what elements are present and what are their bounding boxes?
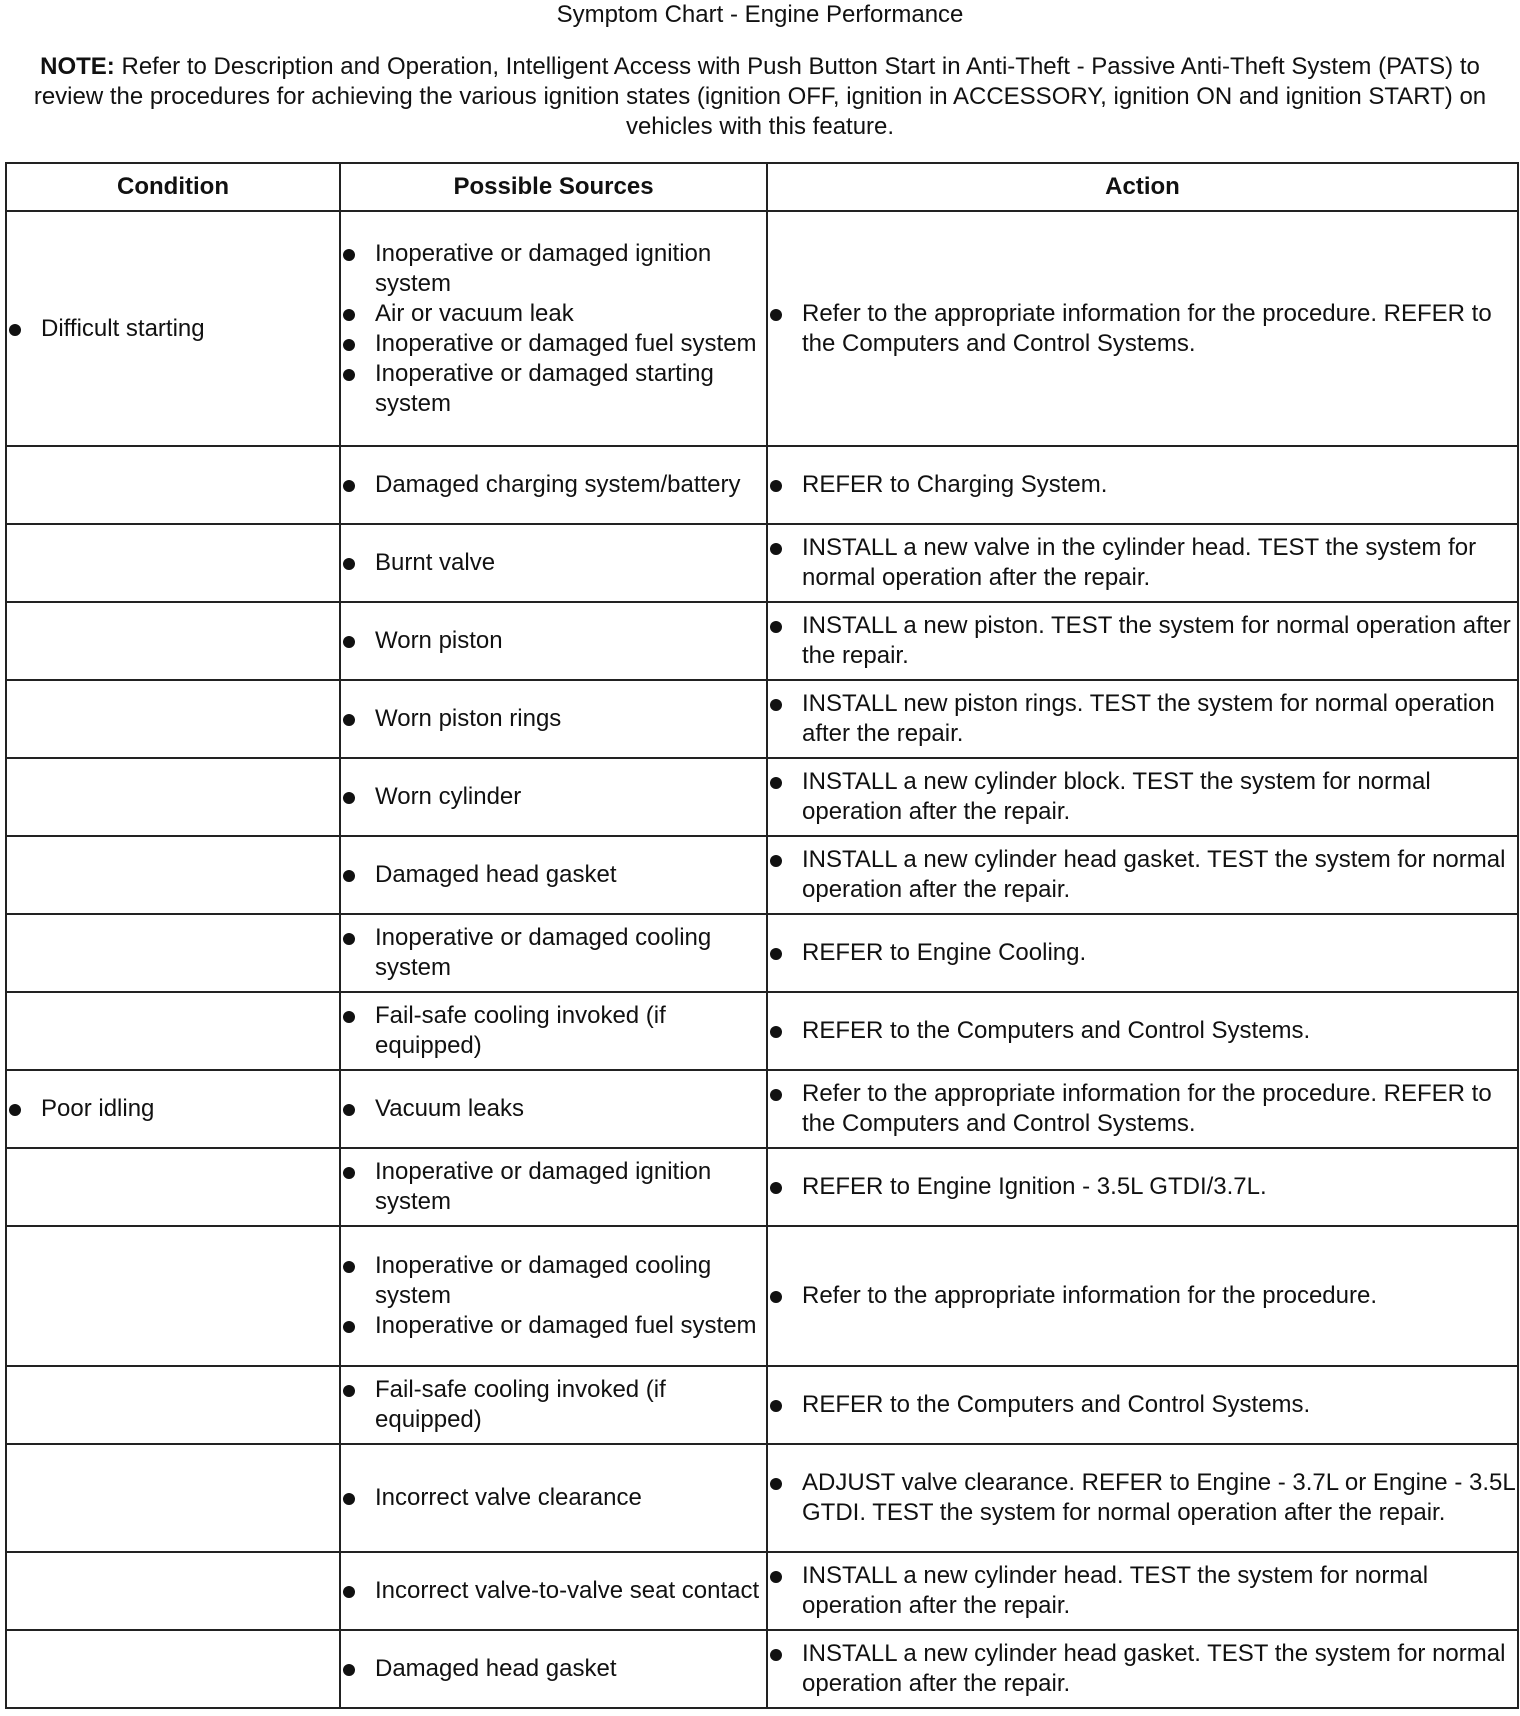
table-row	[6, 524, 1518, 602]
action-cell	[767, 1226, 1518, 1366]
bullet-icon	[768, 611, 802, 641]
bullet-icon	[341, 470, 375, 500]
source-item	[341, 782, 766, 812]
bullet-icon	[341, 1576, 375, 1606]
bullet-icon	[341, 704, 375, 734]
bullet-icon	[768, 938, 802, 968]
action-cell	[767, 1148, 1518, 1226]
bullet-icon	[341, 1654, 375, 1684]
bullet-icon	[341, 1157, 375, 1187]
action-item	[768, 1281, 1517, 1311]
sources-cell	[340, 602, 767, 680]
source-item	[341, 299, 766, 329]
bullet-icon	[341, 1375, 375, 1405]
table-row	[6, 914, 1518, 992]
source-text: Fail-safe cooling invoked (if equipped)	[375, 1376, 666, 1433]
action-text: REFER to Engine Cooling.	[802, 939, 1087, 966]
table-row	[6, 1366, 1518, 1444]
source-text: Fail-safe cooling invoked (if equipped)	[375, 1002, 666, 1059]
action-text: Refer to the appropriate information for the procedure. REFER to the Computers and Control Systems.	[802, 299, 1492, 357]
source-item	[341, 470, 766, 500]
page-title: Symptom Chart - Engine Performance	[556, 1, 964, 28]
action-text: INSTALL a new cylinder head. TEST the system for normal operation after the repair.	[802, 1562, 1429, 1619]
condition-text: Difficult starting	[41, 314, 205, 342]
bullet-icon	[7, 314, 41, 344]
source-text: Damaged head gasket	[375, 861, 617, 888]
source-text: Inoperative or damaged cooling system	[375, 924, 712, 981]
table-row	[6, 1070, 1518, 1148]
action-item	[768, 767, 1517, 827]
action-text: INSTALL a new piston. TEST the system for normal operation after the repair.	[802, 612, 1511, 669]
action-item	[768, 1561, 1517, 1621]
action-text: ADJUST valve clearance. REFER to Engine - 3.7L or Engine - 3.5L GTDI. TEST the system for normal operation after the repair.	[802, 1469, 1515, 1526]
action-cell	[767, 758, 1518, 836]
bullet-icon	[768, 1172, 802, 1202]
source-text: Inoperative or damaged fuel system	[375, 1312, 757, 1339]
bullet-icon	[341, 1311, 375, 1341]
source-item	[341, 860, 766, 890]
source-text: Air or vacuum leak	[375, 299, 574, 327]
table-row	[6, 992, 1518, 1070]
bullet-icon	[768, 1468, 802, 1498]
bullet-icon	[341, 329, 375, 359]
bullet-icon	[768, 689, 802, 719]
condition-cell	[6, 758, 340, 836]
bullet-icon	[341, 239, 375, 269]
action-text: REFER to the Computers and Control Systems.	[802, 1017, 1311, 1044]
sources-cell	[340, 1444, 767, 1552]
action-item	[768, 1468, 1517, 1528]
sources-cell	[340, 680, 767, 758]
source-item	[341, 1094, 766, 1124]
header-possible-sources: Possible Sources	[340, 163, 767, 211]
source-item	[341, 1375, 766, 1435]
condition-item	[7, 1094, 339, 1124]
source-item	[341, 1157, 766, 1217]
bullet-icon	[341, 548, 375, 578]
action-item	[768, 533, 1517, 593]
condition-cell	[6, 524, 340, 602]
sources-cell	[340, 1070, 767, 1148]
table-body	[6, 211, 1518, 1708]
bullet-icon	[341, 1094, 375, 1124]
table-row	[6, 836, 1518, 914]
table-row	[6, 211, 1518, 446]
bullet-icon	[768, 1639, 802, 1669]
action-cell	[767, 1552, 1518, 1630]
action-item	[768, 1016, 1517, 1046]
source-item	[341, 923, 766, 983]
condition-cell	[6, 836, 340, 914]
action-cell	[767, 836, 1518, 914]
action-cell	[767, 680, 1518, 758]
action-text: Refer to the appropriate information for the procedure. REFER to the Computers and Control Systems.	[802, 1080, 1492, 1137]
bullet-icon	[768, 1079, 802, 1109]
action-cell	[767, 1366, 1518, 1444]
action-cell	[767, 602, 1518, 680]
bullet-icon	[768, 845, 802, 875]
source-text: Burnt valve	[375, 549, 496, 576]
bullet-icon	[7, 1094, 41, 1124]
source-text: Worn piston rings	[375, 705, 562, 732]
condition-cell	[6, 602, 340, 680]
action-item	[768, 689, 1517, 749]
sources-cell	[340, 758, 767, 836]
action-text: INSTALL a new cylinder block. TEST the system for normal operation after the repair.	[802, 768, 1431, 825]
condition-cell	[6, 1630, 340, 1708]
table-row	[6, 1444, 1518, 1552]
bullet-icon	[768, 1016, 802, 1046]
action-item	[768, 938, 1517, 968]
source-text: Inoperative or damaged cooling system	[375, 1252, 712, 1309]
table-row	[6, 446, 1518, 524]
action-cell	[767, 1444, 1518, 1552]
bullet-icon	[341, 923, 375, 953]
header-action: Action	[767, 163, 1518, 211]
bullet-icon	[768, 533, 802, 563]
condition-cell	[6, 914, 340, 992]
table-row	[6, 1148, 1518, 1226]
bullet-icon	[341, 860, 375, 890]
table-header-row	[6, 163, 1518, 211]
source-item	[341, 626, 766, 656]
source-text: Damaged charging system/battery	[375, 471, 741, 498]
condition-cell	[6, 1552, 340, 1630]
action-item	[768, 1172, 1517, 1202]
bullet-icon	[341, 626, 375, 656]
source-item	[341, 704, 766, 734]
sources-cell	[340, 914, 767, 992]
condition-cell	[6, 1366, 340, 1444]
action-text: INSTALL new piston rings. TEST the system for normal operation after the repair.	[802, 690, 1495, 747]
bullet-icon	[341, 1483, 375, 1513]
condition-cell	[6, 211, 340, 446]
source-text: Incorrect valve clearance	[375, 1484, 642, 1511]
symptom-chart-table	[5, 162, 1519, 1709]
action-item	[768, 1390, 1517, 1420]
table-row	[6, 680, 1518, 758]
sources-cell	[340, 1552, 767, 1630]
action-item	[768, 1079, 1517, 1139]
action-text: REFER to Charging System.	[802, 471, 1108, 498]
source-text: Incorrect valve-to-valve seat contact	[375, 1577, 760, 1604]
action-item	[768, 470, 1517, 500]
table-row	[6, 602, 1518, 680]
bullet-icon	[341, 782, 375, 812]
source-item	[341, 1001, 766, 1061]
condition-cell	[6, 1148, 340, 1226]
condition-item	[7, 314, 339, 344]
sources-cell	[340, 446, 767, 524]
source-item	[341, 359, 766, 419]
source-item	[341, 329, 766, 359]
source-text: Damaged head gasket	[375, 1655, 617, 1682]
source-item	[341, 548, 766, 578]
condition-cell	[6, 1070, 340, 1148]
action-text: REFER to Engine Ignition - 3.5L GTDI/3.7L.	[802, 1173, 1267, 1200]
source-text: Vacuum leaks	[375, 1095, 524, 1122]
action-item	[768, 1639, 1517, 1699]
action-cell	[767, 914, 1518, 992]
bullet-icon	[768, 1561, 802, 1591]
action-cell	[767, 524, 1518, 602]
sources-cell	[340, 524, 767, 602]
condition-cell	[6, 1444, 340, 1552]
bullet-icon	[341, 299, 375, 329]
source-item	[341, 1251, 766, 1311]
header-condition: Condition	[6, 163, 340, 211]
action-item	[768, 299, 1517, 359]
source-text: Inoperative or damaged fuel system	[375, 329, 757, 357]
table-row	[6, 1630, 1518, 1708]
source-item	[341, 239, 766, 299]
action-text: REFER to the Computers and Control Systems.	[802, 1391, 1311, 1418]
sources-cell	[340, 836, 767, 914]
sources-cell	[340, 1226, 767, 1366]
sources-cell	[340, 1630, 767, 1708]
sources-cell	[340, 1366, 767, 1444]
bullet-icon	[768, 767, 802, 797]
note-text: Refer to Description and Operation, Intelligent Access with Push Button Start in Anti-Theft - Passive Anti-Theft System (PATS) to review the procedures for achieving the various ignition states (ignition OFF, ignition in ACCESSORY, ignition ON and ignition START) on vehicles with this feature.	[33, 53, 1487, 140]
condition-cell	[6, 680, 340, 758]
action-cell	[767, 1630, 1518, 1708]
sources-cell	[340, 992, 767, 1070]
source-text: Inoperative or damaged ignition system	[375, 1158, 712, 1215]
table-row	[6, 758, 1518, 836]
condition-text: Poor idling	[41, 1095, 155, 1122]
action-text: INSTALL a new valve in the cylinder head. TEST the system for normal operation after the repair.	[802, 534, 1477, 591]
source-text: Worn piston	[375, 627, 503, 654]
action-text: INSTALL a new cylinder head gasket. TEST the system for normal operation after the repair.	[802, 1640, 1506, 1697]
table-row	[6, 1552, 1518, 1630]
action-cell	[767, 992, 1518, 1070]
sources-cell	[340, 211, 767, 446]
note-label: NOTE:	[40, 53, 115, 80]
bullet-icon	[341, 1001, 375, 1031]
bullet-icon	[768, 299, 802, 329]
action-cell	[767, 446, 1518, 524]
bullet-icon	[341, 359, 375, 389]
action-text: INSTALL a new cylinder head gasket. TEST the system for normal operation after the repair.	[802, 846, 1506, 903]
source-item	[341, 1654, 766, 1684]
note-paragraph	[14, 52, 1506, 142]
action-item	[768, 845, 1517, 905]
action-item	[768, 611, 1517, 671]
source-text: Worn cylinder	[375, 783, 522, 810]
source-text: Inoperative or damaged starting system	[375, 359, 714, 417]
condition-cell	[6, 992, 340, 1070]
bullet-icon	[341, 1251, 375, 1281]
sources-cell	[340, 1148, 767, 1226]
action-text: Refer to the appropriate information for the procedure.	[802, 1282, 1377, 1309]
bullet-icon	[768, 470, 802, 500]
source-item	[341, 1576, 766, 1606]
table-row	[6, 1226, 1518, 1366]
action-cell	[767, 211, 1518, 446]
bullet-icon	[768, 1390, 802, 1420]
bullet-icon	[768, 1281, 802, 1311]
source-item	[341, 1483, 766, 1513]
action-cell	[767, 1070, 1518, 1148]
source-item	[341, 1311, 766, 1341]
condition-cell	[6, 446, 340, 524]
source-text: Inoperative or damaged ignition system	[375, 239, 712, 297]
condition-cell	[6, 1226, 340, 1366]
